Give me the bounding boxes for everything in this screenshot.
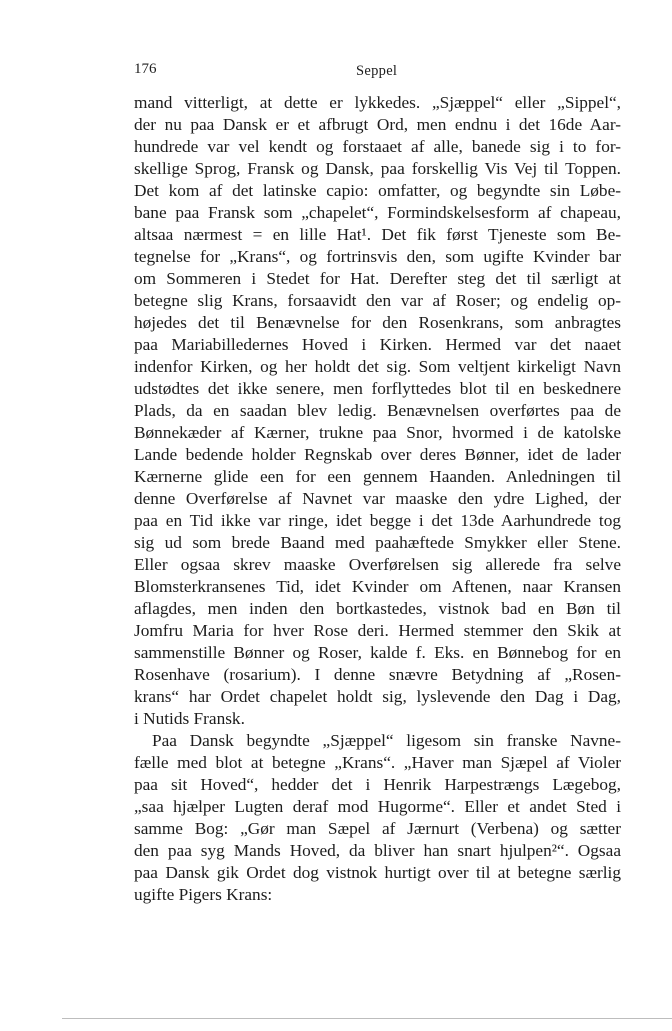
text-line: paa en Tid ikke var ringe, idet begge i det 13de Aarhundrede tog [134,511,621,530]
text-line: krans“ har Ordet chapelet holdt sig, lyslevende den Dag i Dag, [134,687,621,706]
text-line: bane paa Fransk som „chapelet“, Formindskelsesform af chapeau, [134,203,621,222]
text-line: indenfor Kirken, og her holdt det sig. Som veltjent kirkeligt Navn [134,357,621,376]
text-line: Bønnekæder af Kærner, trukne paa Snor, hvormed i de katolske [134,423,621,442]
text-line: sig ud som brede Baand med paahæftede Smykker eller Stene. [134,533,621,552]
page-number: 176 [134,61,157,77]
text-line: den paa syg Mands Hoved, da bliver han snart hjulpen²“. Ogsaa [134,841,621,860]
text-line: sammenstille Bønner og Roser, kalde f. Eks. en Bønnebog for en [134,643,621,662]
running-head: Seppel [356,63,398,79]
text-line: højedes det til Benævnelse for den Rosenkrans, som anbragtes [134,313,621,332]
text-line: altsaa nærmest = en lille Hat¹. Det fik først Tjeneste som Be- [134,225,621,244]
text-line: Lande bedende holder Regnskab over deres Bønner, idet de lader [134,445,621,464]
text-line: betegne slig Krans, forsaavidt den var af Roser; og endelig op- [134,291,621,310]
text-line: samme Bog: „Gør man Sæpel af Jærnurt (Verbena) og sætter [134,819,621,838]
text-line: udstødtes det ikke senere, men forflyttedes blot til en beskednere [134,379,621,398]
text-line: om Sommeren i Stedet for Hat. Derefter steg det til særligt at [134,269,621,288]
text-line: tegnelse for „Krans“, og fortrinsvis den, som ugifte Kvinder bar [134,247,621,266]
text-line: paa sit Hoved“, hedder det i Henrik Harpestrængs Lægebog, [134,775,621,794]
text-line: denne Overførelse af Navnet var maaske den ydre Lighed, der [134,489,621,508]
text-line: Eller ogsaa skrev maaske Overførelsen sig allerede fra selve [134,555,621,574]
body-text [134,92,621,906]
text-line: Kærnerne glide een for een gennem Haanden. Anledningen til [134,467,621,486]
text-line: Det kom af det latinske capio: omfatter, og begyndte sin Løbe- [134,181,621,200]
text-line: Plads, da en saadan blev ledig. Benævnelsen overførtes paa de [134,401,621,420]
bottom-edge-rule [62,1018,672,1019]
text-line: aflagdes, men inden den bortkastedes, vistnok bad en Bøn til [134,599,621,618]
text-line: ugifte Pigers Krans: [134,885,273,904]
text-line: mand vitterligt, at dette er lykkedes. „Sjæppel“ eller „Sippel“, [134,93,621,112]
text-line: Paa Dansk begyndte „Sjæppel“ ligesom sin franske Navne- [152,731,621,750]
text-line: Rosenhave (rosarium). I denne snævre Betydning af „Rosen- [134,665,621,684]
text-line: „saa hjælper Lugten deraf mod Hugorme“. Eller et andet Sted i [134,797,621,816]
text-line: Blomsterkransenes Tid, idet Kvinder om Aftenen, naar Kransen [134,577,621,596]
text-line: fælle med blot at betegne „Krans“. „Haver man Sjæpel af Violer [134,753,621,772]
text-line: paa Dansk gik Ordet dog vistnok hurtigt over til at betegne særlig [134,863,621,882]
text-line: skellige Sprog, Fransk og Dansk, paa forskellig Vis Vej til Toppen. [134,159,621,178]
text-line: der nu paa Dansk er et afbrugt Ord, men endnu i det 16de Aar- [134,115,621,134]
text-line: i Nutids Fransk. [134,709,245,728]
text-line: paa Mariabilledernes Hoved i Kirken. Hermed var det naaet [134,335,621,354]
text-line: hundrede var vel kendt og forstaaet af alle, banede sig i to for- [134,137,621,156]
text-line: Jomfru Maria for hver Rose deri. Hermed stemmer den Skik at [134,621,621,640]
